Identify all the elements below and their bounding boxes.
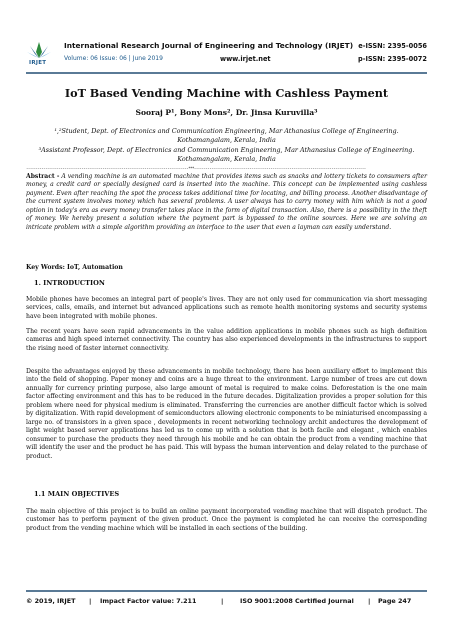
volume-issue: Volume: 06 Issue: 06 | June 2019: [64, 55, 163, 62]
footer-divider: |: [368, 597, 371, 605]
header-rule: [26, 72, 427, 74]
website-link[interactable]: www.irjet.net: [220, 55, 271, 63]
paper-title: IoT Based Vending Machine with Cashless Payment: [64, 86, 389, 100]
e-issn: e-ISSN: 2395-0056: [358, 42, 427, 50]
footer-copyright: © 2019, IRJET: [26, 597, 76, 605]
p-issn: p-ISSN: 2395-0072: [357, 55, 427, 63]
affiliation-2: [26, 146, 427, 163]
footer-page-number: Page 247: [378, 597, 412, 605]
section-separator: -------------------------------------------------------------------------------------***------------------------------------------------------------------------------------------: [26, 166, 366, 171]
paragraph: The recent years have seen rapid advancements in the value addition applications in mobile phones such as high definition cameras and high speed internet connectivity. The country has also experienced developments in the infrastructures to support the rising need of faster internet connectivity.: [26, 328, 427, 352]
footer-iso: ISO 9001:2008 Certified Journal: [240, 597, 354, 605]
paper-authors: Sooraj P¹, Bony Mons², Dr. Jinsa Kuruvilla³: [135, 108, 318, 117]
footer-impact-factor: Impact Factor value: 7.211: [100, 597, 197, 605]
journal-header: [26, 40, 427, 70]
abstract: [26, 173, 427, 232]
paragraph: The main objective of this project is to build an online payment incorporated vending machine that will dispatch product. The customer has to perform payment of the given product. Once the payment is completed he can receive the corresponding product from the vending machine which will be installed in each sections of the building.: [26, 508, 427, 532]
section-heading-main-objectives: 1.1 MAIN OBJECTIVES: [34, 490, 120, 498]
affiliation-1-line-1: ¹,²Student, Dept. of Electronics and Communication Engineering, Mar Athanasius College of Engineering.: [54, 127, 399, 135]
keywords: Key Words: IoT, Automation: [26, 264, 123, 271]
paragraph: Despite the advantages enjoyed by these advancements in mobile technology, there has been auxiliary effort to implement this into the field of shopping. Paper money and coins are a huge threat to the environment. Large number of trees are cut down annually for currency printing purpose, also large amount of metal is required to make coins. Deforestation is the one main factor affecting environment and this has to be reduced in the future decades. Digitalization provides a proper solution for this problem where need for physical medium is eliminated. Transferring the currencies are another difficult factor which is solved by digitalization. With rapid development of semiconductors allowing electronic components to be miniaturised encompassing a large no. of transistors in a given space , developments in recent networking technology archit andectures the development of light weight based server applications has led us to come up with a solution that is both facile and elegant , which enables consumer to purchase the products they need through his mobile and he can obtain the product from a vending machine that will identify the user and the product he has paid. This will bypass the human intervention and delay related to the purchase of product.: [26, 368, 427, 460]
affiliation-1-line-2: Kothamangalam, Kerala, India: [177, 135, 276, 144]
abstract-text: A vending machine is an automated machine that provides items such as snacks and lottery tickets to consumers after money, a credit card or specially designed card is inserted into the machine. This concept can be implemented using cashless payment. Even after reaching the spot the process takes additional time for locating, and billing process. Another disadvantage of the current system involves money which has several problems. A user always has to carry money with him which is not a good option in today's era as every money transfer takes place in the form of digital transaction. Also, there is a possibility in the theft of money. We hereby present a solution where the payment part is bypassed to the online sources. Here we are solving an intricate problem with a simple algorithm providing an interface to the user that even a layman can easily understand.: [26, 173, 427, 231]
affiliation-2-line-1: ³Assistant Professor, Dept. of Electronics and Communication Engineering, Mar Athanasius College of Engineering.: [38, 146, 415, 154]
affiliation-1: [26, 127, 427, 144]
footer-divider: |: [221, 597, 224, 605]
abstract-label: Abstract -: [26, 173, 60, 180]
section-heading-introduction: 1. INTRODUCTION: [34, 279, 105, 287]
logo-text: IRJET: [29, 60, 47, 66]
paragraph: Mobile phones have becomes an integral part of people's lives. They are not only used for communication via short messaging services, calls, emails, and internet but advanced applications such as remote health monitoring systems and security systems have been integrated with mobile phones.: [26, 296, 427, 320]
footer-rule: [26, 590, 427, 592]
journal-name: International Research Journal of Engineering and Technology (IRJET): [64, 41, 354, 50]
footer-divider: |: [89, 597, 92, 605]
affiliation-2-line-2: Kothamangalam, Kerala, India: [177, 154, 276, 163]
